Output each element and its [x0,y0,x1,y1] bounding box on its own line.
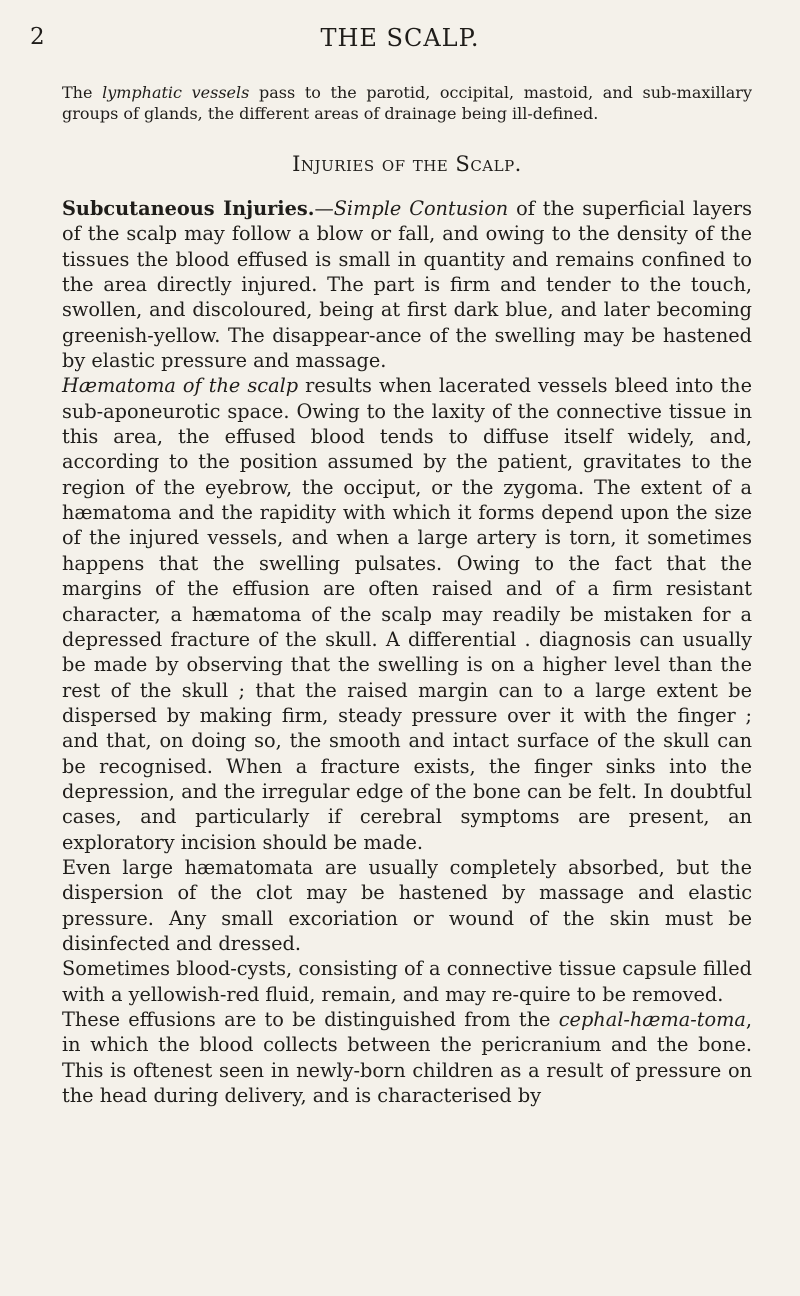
page-number: 2 [30,24,45,50]
subcutaneous-run-in-heading: Subcutaneous Injuries. [62,197,315,220]
intro-italic-term: lymphatic vessels [102,83,250,102]
running-title: THE SCALP. [320,24,480,52]
simple-contusion-term: Simple Contusion [333,197,509,220]
effusions-paragraph [62,1007,752,1108]
subcutaneous-text: of the superficial layers of the scalp may follow a blow or fall, and owing to the density of the tissues the blood effused is small in quantity and remains confined to the area directly injured. The part is firm and tender to the touch, swollen, and discoloured, being at first dark blue, and later becoming greenish-yellow. The disappear-ance of the swelling may be hastened by elastic pressure and massage. [62,197,752,373]
effusions-lead: These effusions are to be distinguished from the [62,1008,559,1031]
intro-lead: The [62,83,103,102]
effusions-text: , in which the blood collects between the pericranium and the bone. This is oftenest seen in newly-born children as a result of pressure on the head during delivery, and is characterised by [62,1008,752,1108]
haematoma-paragraph [62,373,752,855]
cephal-haematoma-term: cephal-hæma-toma [558,1008,746,1031]
absorbed-paragraph: Even large hæmatomata are usually completely absorbed, but the dispersion of the clot may be hastened by massage and elastic pressure. Any small excoriation or wound of the skin must be disinfected and dressed. [62,855,752,955]
intro-paragraph [62,82,752,124]
body-text [62,82,752,1108]
haematoma-term: Hæmatoma of the scalp [62,374,299,398]
intro-text: pass to the parotid, occipital, mastoid, and sub-maxillary groups of glands, the different areas of drainage being ill-defined. [62,83,752,123]
haematoma-text: results when lacerated vessels bleed into the sub-aponeurotic space. Owing to the laxity of the connective tissue in this area, the effused blood tends to diffuse itself widely, and, according to the position assumed by the patient, gravitates to the region of the eyebrow, the occiput, or the zygoma. The extent of a hæmatoma and the rapidity with which it forms depend upon the size of the injured vessels, and when a large artery is torn, it sometimes happens that the swelling pulsates. Owing to the fact that the margins of the effusion are often raised and of a firm resistant character, a hæmatoma of the scalp may readily be mistaken for a depressed fracture of the skull. A differential . diagnosis can usually be made by observing that the swelling is on a higher level than the rest of the skull ; that the raised margin can to a large extent be dispersed by making firm, steady pressure over it with the finger ; and that, on doing so, the smooth and intact surface of the skull can be recognised. When a fracture exists, the finger sinks into the depression, and the irregular edge of the bone can be felt. In doubtful cases, and particularly if cerebral symptoms are present, an exploratory incision should be made. [62,374,752,854]
subcutaneous-paragraph [62,196,752,373]
em-dash: — [314,197,334,220]
running-head [30,24,770,58]
section-heading: Injuries of the Scalp. [292,152,522,176]
blood-cysts-paragraph: Sometimes blood-cysts, consisting of a connective tissue capsule filled with a yellowish-red fluid, remain, and may re-quire to be removed. [62,957,752,1006]
